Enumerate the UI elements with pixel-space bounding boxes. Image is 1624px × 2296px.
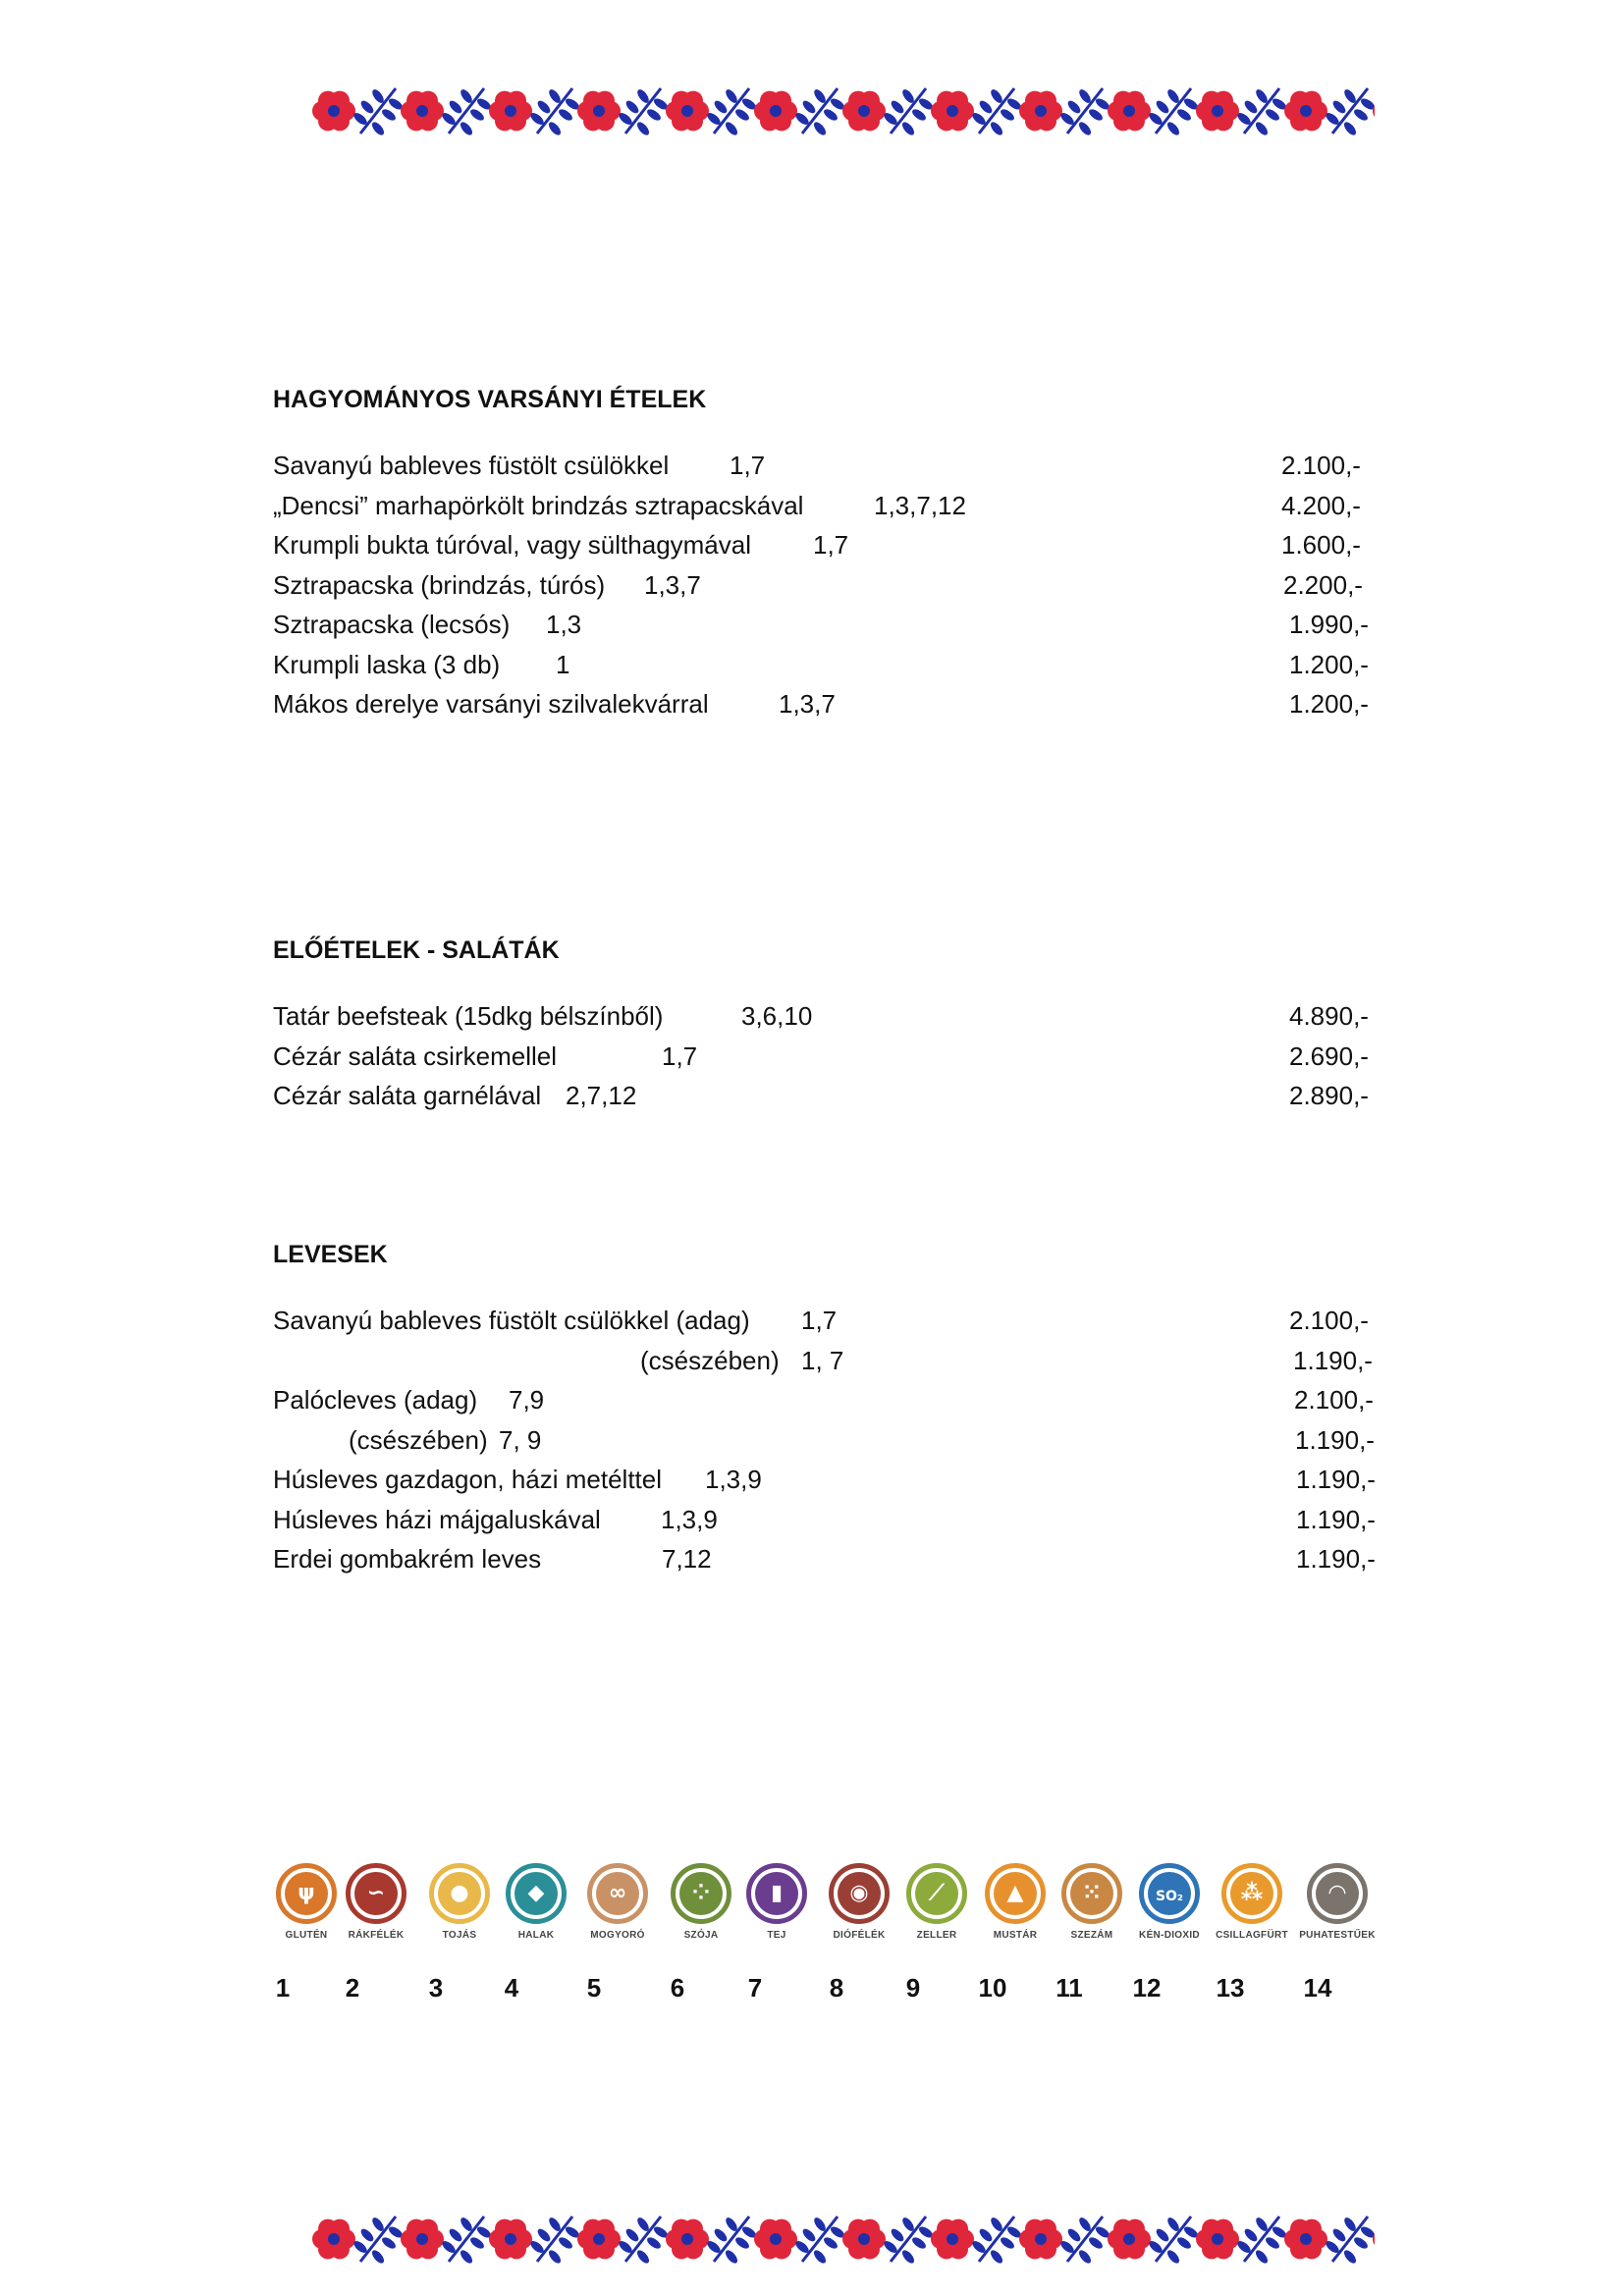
- fish-icon: ◆: [506, 1863, 567, 1924]
- allergen-item: [977, 1863, 1054, 1941]
- flower-ornament: [842, 91, 886, 132]
- leaf-ornament: [705, 2216, 758, 2265]
- menu-item: [273, 1076, 1382, 1116]
- leaf-ornament: [352, 2216, 405, 2265]
- allergen-label: SZEZÁM: [1070, 1930, 1113, 1941]
- menu-item-price: 1.190,-: [1296, 1465, 1376, 1494]
- menu-item: [273, 645, 1382, 685]
- allergen-item: [898, 1863, 975, 1941]
- menu-item-name: Húsleves házi májgaluskával: [273, 1504, 601, 1534]
- section-title: ELŐÉTELEK - SALÁTÁK: [273, 936, 560, 964]
- menu-item-price: 1.190,-: [1293, 1345, 1373, 1375]
- allergen-label: PUHATESTŰEK: [1299, 1930, 1376, 1941]
- flower-ornament: [754, 91, 797, 132]
- menu-section-traditional: [273, 385, 1382, 724]
- leaf-ornament: [705, 87, 758, 136]
- allergen-label: GLUTÉN: [285, 1930, 328, 1941]
- menu-item-name: (csészében): [349, 1424, 488, 1455]
- flower-ornament: [489, 2219, 532, 2260]
- menu-item: [273, 1380, 1382, 1420]
- allergen-label: DIÓFÉLÉK: [833, 1930, 886, 1941]
- menu-item-name: Savanyú bableves füstölt csülökkel: [273, 451, 670, 480]
- menu-item-allergens: 1,3,7: [644, 569, 701, 600]
- leaf-ornament: [440, 87, 493, 136]
- leaf-ornament: [528, 87, 581, 136]
- leaf-ornament: [1235, 2216, 1288, 2265]
- allergen-number: 2: [345, 1973, 360, 2002]
- leaf-ornament: [352, 87, 405, 136]
- folk-flower-border: [275, 2207, 1375, 2271]
- menu-item: [273, 525, 1382, 565]
- menu-item-allergens: 1,3,9: [661, 1504, 718, 1534]
- egg-icon: ●: [429, 1863, 490, 1924]
- allergen-label: SZÓJA: [683, 1930, 719, 1941]
- menu-item-price: 2.690,-: [1289, 1041, 1369, 1071]
- menu-item-allergens: 2,7,12: [566, 1081, 637, 1110]
- menu-item-name: Erdei gombakrém leves: [273, 1544, 542, 1574]
- menu-item-allergens: 1, 7: [801, 1345, 844, 1375]
- menu-item-price: 1.190,-: [1296, 1544, 1376, 1574]
- allergen-item: [738, 1863, 815, 1941]
- allergen-label: TEJ: [767, 1930, 786, 1941]
- flower-ornament: [1108, 2219, 1151, 2260]
- mustard-icon: ▲: [985, 1863, 1046, 1924]
- menu-item-name: Mákos derelye varsányi szilvalekvárral: [273, 689, 709, 719]
- flower-ornament: [489, 91, 532, 132]
- menu-item-name: Sztrapacska (lecsós): [273, 610, 511, 639]
- leaf-ornament: [528, 2216, 581, 2265]
- menu-item-price: 2.100,-: [1281, 451, 1361, 480]
- leaf-ornament: [1324, 87, 1375, 136]
- flower-ornament: [1019, 91, 1062, 132]
- menu-item-name: Húsleves gazdagon, házi metélttel: [273, 1465, 663, 1494]
- leaf-ornament: [1235, 87, 1288, 136]
- flower-ornament: [312, 2219, 355, 2260]
- allergen-number: 1: [275, 1973, 291, 2002]
- leaf-ornament: [1147, 2216, 1200, 2265]
- leaf-ornament: [1058, 2216, 1111, 2265]
- menu-item-allergens: 7, 9: [499, 1424, 542, 1455]
- allergen-item: [268, 1863, 345, 1941]
- menu-item-allergens: 1,7: [813, 530, 849, 560]
- menu-item: [273, 1539, 1382, 1579]
- menu-item-allergens: 1,7: [801, 1306, 838, 1335]
- allergen-item: [1299, 1863, 1376, 1941]
- peanut-icon: ∞: [587, 1863, 648, 1924]
- flower-ornament: [1284, 2219, 1327, 2260]
- flower-ornament: [931, 91, 974, 132]
- menu-item-price: 1.190,-: [1295, 1424, 1375, 1455]
- allergen-number: 4: [504, 1973, 519, 2002]
- menu-item: [273, 1420, 1382, 1461]
- menu-item-allergens: 1: [556, 649, 570, 679]
- leaf-ornament: [793, 2216, 846, 2265]
- menu-item: [273, 996, 1382, 1037]
- decorative-border-bottom: [275, 2207, 1375, 2271]
- leaf-ornament: [1324, 2216, 1375, 2265]
- flower-ornament: [1108, 91, 1151, 132]
- leaf-ornament: [970, 2216, 1023, 2265]
- flower-ornament: [842, 2219, 886, 2260]
- menu-item-name: Savanyú bableves füstölt csülökkel (adag): [273, 1306, 750, 1335]
- leaf-ornament: [440, 2216, 493, 2265]
- leaf-ornament: [617, 87, 670, 136]
- allergen-item: [1054, 1863, 1130, 1941]
- allergen-number: 14: [1303, 1973, 1332, 2002]
- allergen-item: [821, 1863, 897, 1941]
- allergen-number: 11: [1056, 1973, 1083, 2002]
- allergen-number: 9: [905, 1973, 921, 2002]
- flower-ornament: [1196, 91, 1239, 132]
- milk-icon: ▮: [746, 1863, 807, 1924]
- allergen-item: [421, 1863, 498, 1941]
- leaf-ornament: [793, 87, 846, 136]
- flower-ornament: [1373, 2219, 1375, 2260]
- menu-item-price: 1.600,-: [1281, 530, 1361, 560]
- sulphite-icon: SO₂: [1139, 1863, 1200, 1924]
- allergen-item: [579, 1863, 656, 1941]
- menu-item-price: 4.890,-: [1289, 1001, 1369, 1031]
- leaf-ornament: [970, 87, 1023, 136]
- menu-item: [273, 605, 1382, 645]
- menu-item-price: 2.890,-: [1289, 1081, 1369, 1110]
- allergen-item: [663, 1863, 739, 1941]
- menu-item-price: 2.100,-: [1289, 1306, 1369, 1335]
- allergen-item: [1131, 1863, 1208, 1941]
- menu-item-list: [273, 1301, 1382, 1579]
- allergen-label: ZELLER: [916, 1930, 957, 1941]
- flower-ornament: [577, 91, 621, 132]
- menu-item: [273, 1500, 1382, 1540]
- allergen-legend: [273, 1863, 1402, 2020]
- shrimp-icon: ∽: [346, 1863, 406, 1924]
- sesame-icon: ⁙: [1061, 1863, 1122, 1924]
- menu-section-starters-salads: [273, 935, 1382, 1116]
- allergen-label: MOGYORÓ: [590, 1930, 645, 1941]
- menu-item: [273, 1301, 1382, 1341]
- menu-item-price: 1.990,-: [1289, 610, 1369, 639]
- flower-ornament: [1196, 2219, 1239, 2260]
- menu-item: [273, 486, 1382, 526]
- allergen-label: RÁKFÉLÉK: [348, 1930, 405, 1941]
- menu-item-price: 2.200,-: [1283, 569, 1363, 600]
- leaf-ornament: [1147, 87, 1200, 136]
- menu-item-name: Krumpli laska (3 db): [273, 649, 501, 679]
- leaf-ornament: [882, 2216, 935, 2265]
- menu-item-allergens: 1,7: [730, 451, 766, 480]
- menu-item: [273, 684, 1382, 724]
- flower-ornament: [1373, 91, 1375, 132]
- menu-item-allergens: 1,3: [546, 610, 582, 639]
- menu-item-allergens: 1,3,7,12: [874, 490, 966, 520]
- allergen-label: HALAK: [517, 1930, 555, 1941]
- menu-item: [273, 565, 1382, 606]
- menu-item-allergens: 3,6,10: [741, 1001, 813, 1031]
- wheat-icon: ψ: [276, 1863, 337, 1924]
- flower-ornament: [666, 2219, 709, 2260]
- lupin-icon: ⁂: [1221, 1863, 1282, 1924]
- menu-item: [273, 1341, 1382, 1381]
- folk-flower-border: [275, 79, 1375, 143]
- allergen-number: 10: [978, 1973, 1007, 2002]
- menu-item: [273, 446, 1382, 486]
- menu-item: [273, 1037, 1382, 1077]
- allergen-number: 7: [747, 1973, 763, 2002]
- flower-ornament: [312, 91, 355, 132]
- flower-ornament: [754, 2219, 797, 2260]
- allergen-number: 8: [829, 1973, 844, 2002]
- menu-item-price: 1.200,-: [1289, 649, 1369, 679]
- menu-item-price: 2.100,-: [1294, 1385, 1374, 1415]
- allergen-number: 3: [428, 1973, 444, 2002]
- menu-item-price: 1.200,-: [1289, 689, 1369, 719]
- menu-item-price: 1.190,-: [1296, 1504, 1376, 1534]
- celery-icon: ⟋: [906, 1863, 967, 1924]
- flower-ornament: [401, 2219, 444, 2260]
- menu-item-name: Tatár beefsteak (15dkg bélszínből): [273, 1001, 664, 1031]
- menu-item-list: [273, 996, 1382, 1116]
- flower-ornament: [1019, 2219, 1062, 2260]
- section-title: HAGYOMÁNYOS VARSÁNYI ÉTELEK: [273, 386, 707, 413]
- menu-item-allergens: 7,12: [662, 1544, 712, 1574]
- allergen-label: TOJÁS: [442, 1930, 477, 1941]
- menu-item-price: 4.200,-: [1281, 490, 1361, 520]
- allergen-number: 13: [1216, 1973, 1245, 2002]
- menu-item-name: Krumpli bukta túróval, vagy sülthagymával: [273, 530, 752, 560]
- menu-section-soups: [273, 1240, 1382, 1579]
- menu-item-name: „Dencsi” marhapörkölt brindzás sztrapacskával: [273, 490, 804, 520]
- allergen-item: [498, 1863, 574, 1941]
- allergen-item: [1214, 1863, 1290, 1941]
- allergen-label: KÉN-DIOXID: [1139, 1930, 1200, 1941]
- menu-item-allergens: 1,3,7: [779, 689, 836, 719]
- mollusc-icon: ◠: [1307, 1863, 1368, 1924]
- menu-item-allergens: 1,7: [662, 1041, 698, 1071]
- flower-ornament: [401, 91, 444, 132]
- soy-icon: ⁘: [671, 1863, 731, 1924]
- allergen-number: 12: [1132, 1973, 1162, 2002]
- menu-item-name: Sztrapacska (brindzás, túrós): [273, 569, 606, 600]
- nut-icon: ◉: [829, 1863, 890, 1924]
- flower-ornament: [577, 2219, 621, 2260]
- leaf-ornament: [1058, 87, 1111, 136]
- allergen-label: MUSTÁR: [993, 1930, 1038, 1941]
- flower-ornament: [1284, 91, 1327, 132]
- menu-item-allergens: 7,9: [509, 1385, 545, 1415]
- allergen-number: 5: [586, 1973, 602, 2002]
- menu-item: [273, 1460, 1382, 1500]
- allergen-number: 6: [670, 1973, 685, 2002]
- flower-ornament: [666, 91, 709, 132]
- allergen-label: CSILLAGFÜRT: [1216, 1930, 1288, 1941]
- menu-item-name: Cézár saláta csirkemellel: [273, 1041, 557, 1071]
- flower-ornament: [931, 2219, 974, 2260]
- menu-item-name: (csészében): [640, 1345, 780, 1375]
- section-title: LEVESEK: [273, 1241, 388, 1268]
- menu-item-list: [273, 446, 1382, 724]
- menu-item-name: Cézár saláta garnélával: [273, 1081, 542, 1110]
- allergen-item: [338, 1863, 414, 1941]
- decorative-border-top: [275, 79, 1375, 143]
- menu-item-name: Palócleves (adag): [273, 1385, 478, 1415]
- menu-item-allergens: 1,3,9: [705, 1465, 762, 1494]
- leaf-ornament: [882, 87, 935, 136]
- leaf-ornament: [617, 2216, 670, 2265]
